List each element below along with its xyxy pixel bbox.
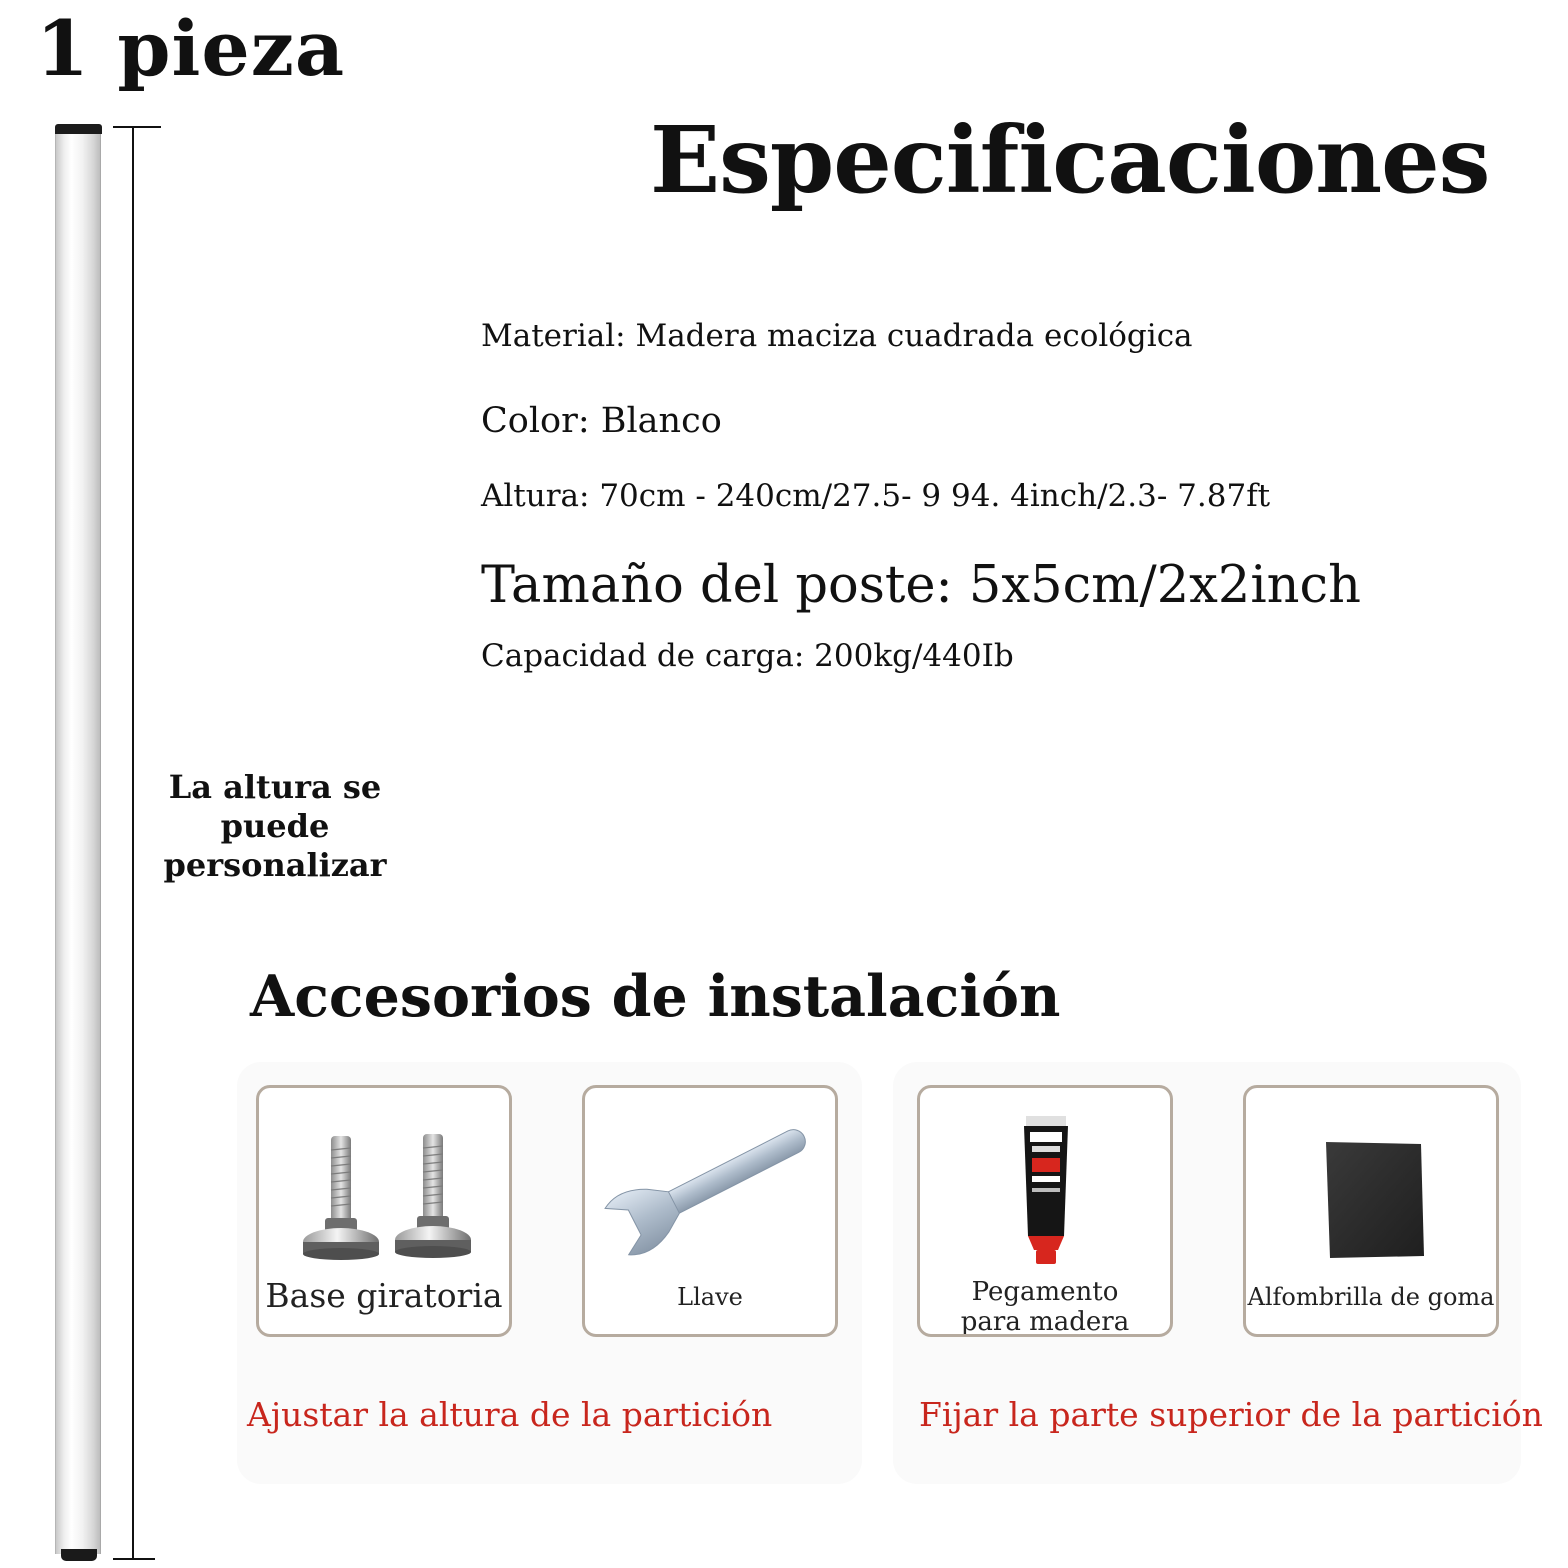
spec-height: Altura: 70cm - 240cm/27.5- 9 94. 4inch/2.3- 7.87ft: [481, 478, 1271, 514]
accessory-label: Llave: [677, 1283, 743, 1311]
accessory-card-rubber-pad: [1243, 1085, 1499, 1337]
glue-tube-icon: [920, 1088, 1170, 1278]
accessories-title: Accesorios de instalación: [250, 963, 1061, 1030]
dimension-line: [132, 127, 134, 1559]
caption-adjust-height: Ajustar la altura de la partición: [247, 1395, 773, 1434]
accessory-label: Base giratoria: [265, 1276, 503, 1315]
specifications-title: Especificaciones: [650, 106, 1490, 214]
spec-load-capacity: Capacidad de carga: 200kg/440Ib: [481, 638, 1014, 674]
post-cap: [55, 124, 102, 134]
accessory-label: Alfombrilla de goma: [1247, 1283, 1495, 1311]
post-image: [55, 124, 103, 1560]
height-note: La altura se puede personalizar: [163, 768, 387, 884]
rubber-pad-icon: [1246, 1088, 1496, 1278]
accessory-card-wood-glue: [917, 1085, 1173, 1337]
piece-count-title: 1 pieza: [36, 4, 346, 93]
accessory-label: Pegamento para madera: [960, 1277, 1130, 1337]
wrench-icon: [585, 1088, 835, 1278]
post-body: [55, 128, 101, 1554]
post-foot: [61, 1549, 97, 1561]
spec-material: Material: Madera maciza cuadrada ecológica: [481, 318, 1193, 354]
accessory-card-swivel-base: [256, 1085, 512, 1337]
spec-post-size: Tamaño del poste: 5x5cm/2x2inch: [481, 556, 1361, 615]
dimension-bottom-tick: [113, 1558, 155, 1560]
spec-color: Color: Blanco: [481, 401, 722, 441]
caption-fix-top: Fijar la parte superior de la partición: [919, 1395, 1543, 1434]
swivel-base-icon: [259, 1088, 509, 1278]
accessory-card-wrench: [582, 1085, 838, 1337]
dimension-top-tick: [113, 126, 161, 128]
